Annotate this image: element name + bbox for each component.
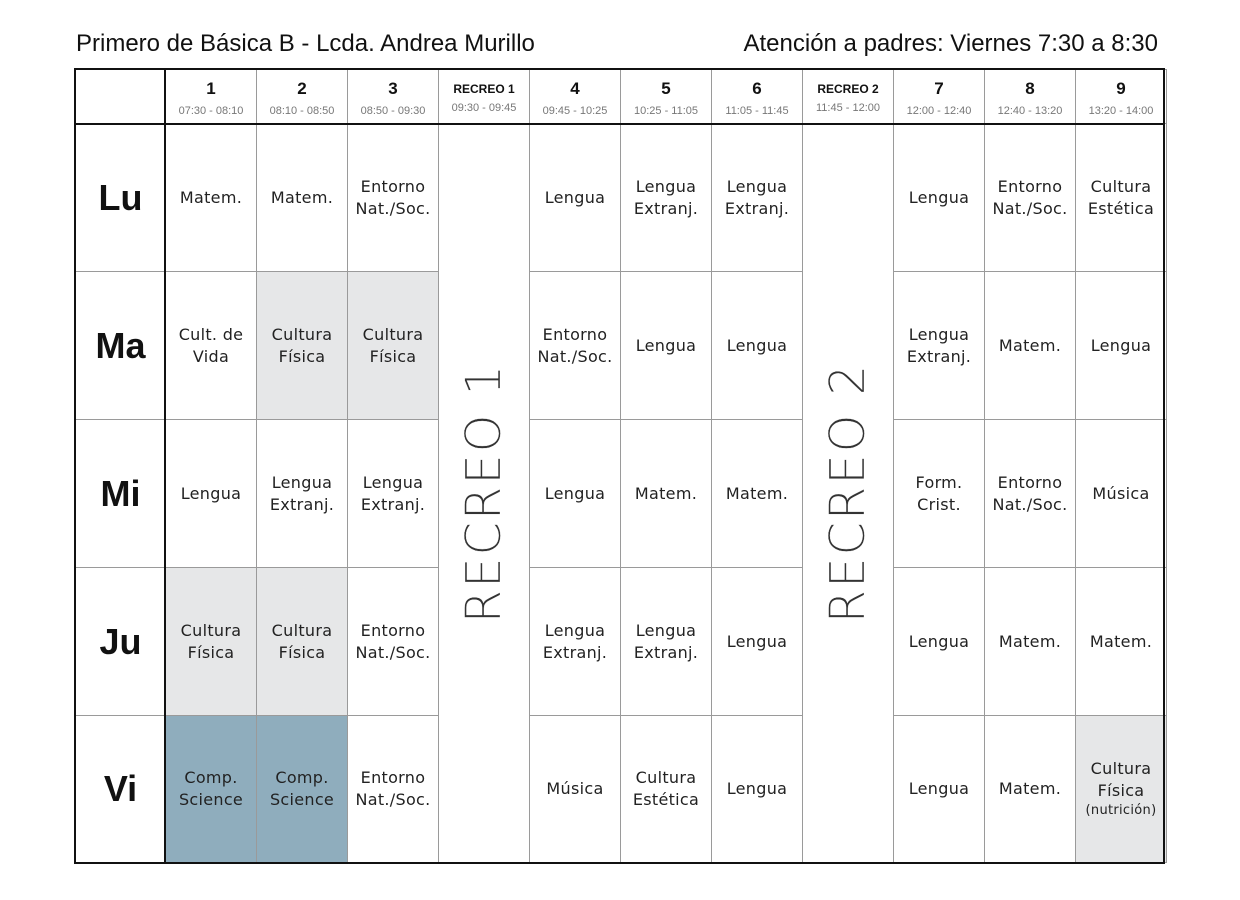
corner-cell [76, 70, 166, 124]
subject-line-1: Entorno [542, 324, 608, 344]
recreo-2-block [803, 124, 894, 863]
day-label: Lu [76, 124, 166, 272]
subject-line-1: Comp. [275, 768, 329, 787]
subject-cell [348, 420, 439, 568]
period-header: 3 08:50 - 09:30 [348, 70, 439, 124]
subject-line-1: Lengua [726, 631, 788, 651]
subject-line-1: Lengua [726, 779, 788, 798]
subject-line-1: Lengua [362, 472, 424, 492]
subject-line-2: Vida [192, 346, 230, 366]
day-row [76, 716, 1167, 863]
subject-line-1: Matem. [1089, 631, 1153, 651]
subject-line-2: Extranj. [724, 198, 790, 218]
subject-cell [894, 124, 985, 272]
subject-line-1: Lengua [544, 620, 606, 640]
subject-line-2: Nat./Soc. [355, 198, 431, 218]
subject-line-1: Form. [915, 472, 963, 492]
subject-cell [348, 568, 439, 716]
subject-line-2: Estética [632, 790, 700, 809]
subject-line-1: Lengua [635, 176, 697, 196]
subject-line-1: Lengua [908, 631, 970, 651]
subject-line-1: Cultura [1090, 176, 1152, 196]
subject-cell [894, 716, 985, 863]
period-header: 6 11:05 - 11:45 [712, 70, 803, 124]
subject-cell [894, 568, 985, 716]
subject-cell [530, 420, 621, 568]
subject-cell [712, 716, 803, 863]
subject-line-2: Nat./Soc. [355, 790, 431, 809]
subject-cell [166, 716, 257, 863]
subject-cell [1076, 716, 1167, 863]
subject-line-2: Extranj. [633, 198, 699, 218]
day-label: Mi [76, 420, 166, 568]
subject-cell [985, 568, 1076, 716]
subject-cell [712, 568, 803, 716]
subject-cell [985, 716, 1076, 863]
subject-cell [530, 124, 621, 272]
subject-line-1: Matem. [634, 483, 698, 503]
subject-line-1: Lengua [908, 187, 970, 207]
page-title: Primero de Básica B - Lcda. Andrea Murillo [76, 30, 535, 57]
period-header: 7 12:00 - 12:40 [894, 70, 985, 124]
subject-line-1: Cultura [271, 620, 333, 640]
subject-cell [257, 716, 348, 863]
subject-line-2: Estética [1087, 198, 1155, 218]
subject-cell [712, 272, 803, 420]
subject-line-1: Música [546, 779, 604, 798]
subject-cell [894, 420, 985, 568]
subject-line-1: Entorno [360, 620, 426, 640]
parent-attention-info: Atención a padres: Viernes 7:30 a 8:30 [743, 30, 1158, 57]
subject-line-1: Matem. [998, 631, 1062, 651]
subject-cell [1076, 568, 1167, 716]
subject-line-1: Música [1092, 483, 1150, 503]
subject-cell [348, 124, 439, 272]
header-row [76, 70, 1167, 124]
subject-cell [985, 272, 1076, 420]
subject-line-1: Lengua [1090, 335, 1152, 355]
subject-line-1: Lengua [180, 483, 242, 503]
subject-cell [348, 272, 439, 420]
subject-line-2: Science [269, 790, 335, 809]
subject-line-1: Cultura [180, 620, 242, 640]
subject-line-1: Entorno [360, 176, 426, 196]
subject-line-1: Lengua [908, 324, 970, 344]
subject-cell [621, 420, 712, 568]
subject-line-1: Cultura [362, 324, 424, 344]
subject-line-1: Lengua [544, 483, 606, 503]
recreo-header: RECREO 1 09:30 - 09:45 [439, 70, 530, 124]
subject-line-2: Física [1097, 781, 1145, 800]
subject-cell [1076, 272, 1167, 420]
recreo-label: RECREO 1 [456, 362, 512, 624]
subject-cell [166, 272, 257, 420]
subject-line-2: Física [278, 642, 326, 662]
header-divider [74, 123, 1165, 125]
subject-cell [257, 420, 348, 568]
subject-line-1: Cultura [271, 324, 333, 344]
subject-line-1: Matem. [270, 187, 334, 207]
subject-line-1: Lengua [726, 176, 788, 196]
subject-line-1: Cultura [1090, 759, 1152, 778]
subject-line-1: Entorno [997, 472, 1063, 492]
subject-cell [621, 272, 712, 420]
subject-line-2: Extranj. [269, 494, 335, 514]
subject-line-1: Cultura [635, 768, 697, 787]
subject-note: (nutrición) [1085, 803, 1157, 818]
subject-line-2: Extranj. [633, 642, 699, 662]
subject-cell [1076, 124, 1167, 272]
subject-cell [530, 716, 621, 863]
subject-line-2: Física [369, 346, 417, 366]
subject-line-1: Lengua [635, 335, 697, 355]
subject-cell [894, 272, 985, 420]
subject-line-1: Lengua [271, 472, 333, 492]
subject-line-1: Matem. [725, 483, 789, 503]
subject-cell [166, 124, 257, 272]
schedule-table [75, 69, 1167, 863]
recreo-1-block [439, 124, 530, 863]
day-label: Ju [76, 568, 166, 716]
subject-cell [621, 124, 712, 272]
day-label: Vi [76, 716, 166, 863]
subject-cell [712, 124, 803, 272]
subject-line-2: Nat./Soc. [537, 346, 613, 366]
subject-line-1: Entorno [360, 768, 426, 787]
period-header: 4 09:45 - 10:25 [530, 70, 621, 124]
subject-cell [257, 272, 348, 420]
period-header: 8 12:40 - 13:20 [985, 70, 1076, 124]
subject-cell [348, 716, 439, 863]
subject-line-1: Lengua [726, 335, 788, 355]
subject-cell [985, 420, 1076, 568]
subject-line-1: Lengua [635, 620, 697, 640]
subject-line-2: Extranj. [906, 346, 972, 366]
subject-line-1: Matem. [998, 335, 1062, 355]
subject-line-2: Física [278, 346, 326, 366]
day-label: Ma [76, 272, 166, 420]
subject-line-1: Lengua [908, 779, 970, 798]
subject-line-2: Science [178, 790, 244, 809]
period-header: 9 13:20 - 14:00 [1076, 70, 1167, 124]
subject-cell [257, 568, 348, 716]
subject-line-1: Entorno [997, 176, 1063, 196]
subject-cell [712, 420, 803, 568]
recreo-label: RECREO 2 [820, 362, 876, 624]
subject-line-2: Extranj. [360, 494, 426, 514]
day-row [76, 124, 1167, 272]
subject-line-1: Matem. [998, 779, 1062, 798]
subject-line-2: Nat./Soc. [355, 642, 431, 662]
subject-line-2: Nat./Soc. [992, 198, 1068, 218]
period-header: 5 10:25 - 11:05 [621, 70, 712, 124]
subject-line-2: Física [187, 642, 235, 662]
subject-line-2: Extranj. [542, 642, 608, 662]
recreo-header: RECREO 2 11:45 - 12:00 [803, 70, 894, 124]
subject-cell [166, 420, 257, 568]
subject-line-1: Lengua [544, 187, 606, 207]
subject-line-2: Crist. [917, 494, 961, 514]
subject-cell [1076, 420, 1167, 568]
subject-line-2: Nat./Soc. [992, 494, 1068, 514]
subject-cell [530, 568, 621, 716]
day-column-divider [164, 68, 166, 864]
subject-cell [621, 568, 712, 716]
subject-line-1: Matem. [179, 187, 243, 207]
subject-cell [530, 272, 621, 420]
day-row [76, 568, 1167, 716]
subject-cell [166, 568, 257, 716]
day-row [76, 272, 1167, 420]
day-row [76, 420, 1167, 568]
period-header: 2 08:10 - 08:50 [257, 70, 348, 124]
subject-cell [621, 716, 712, 863]
subject-line-1: Cult. de [178, 324, 244, 344]
subject-cell [985, 124, 1076, 272]
subject-line-1: Comp. [184, 768, 238, 787]
subject-cell [257, 124, 348, 272]
period-header: 1 07:30 - 08:10 [166, 70, 257, 124]
